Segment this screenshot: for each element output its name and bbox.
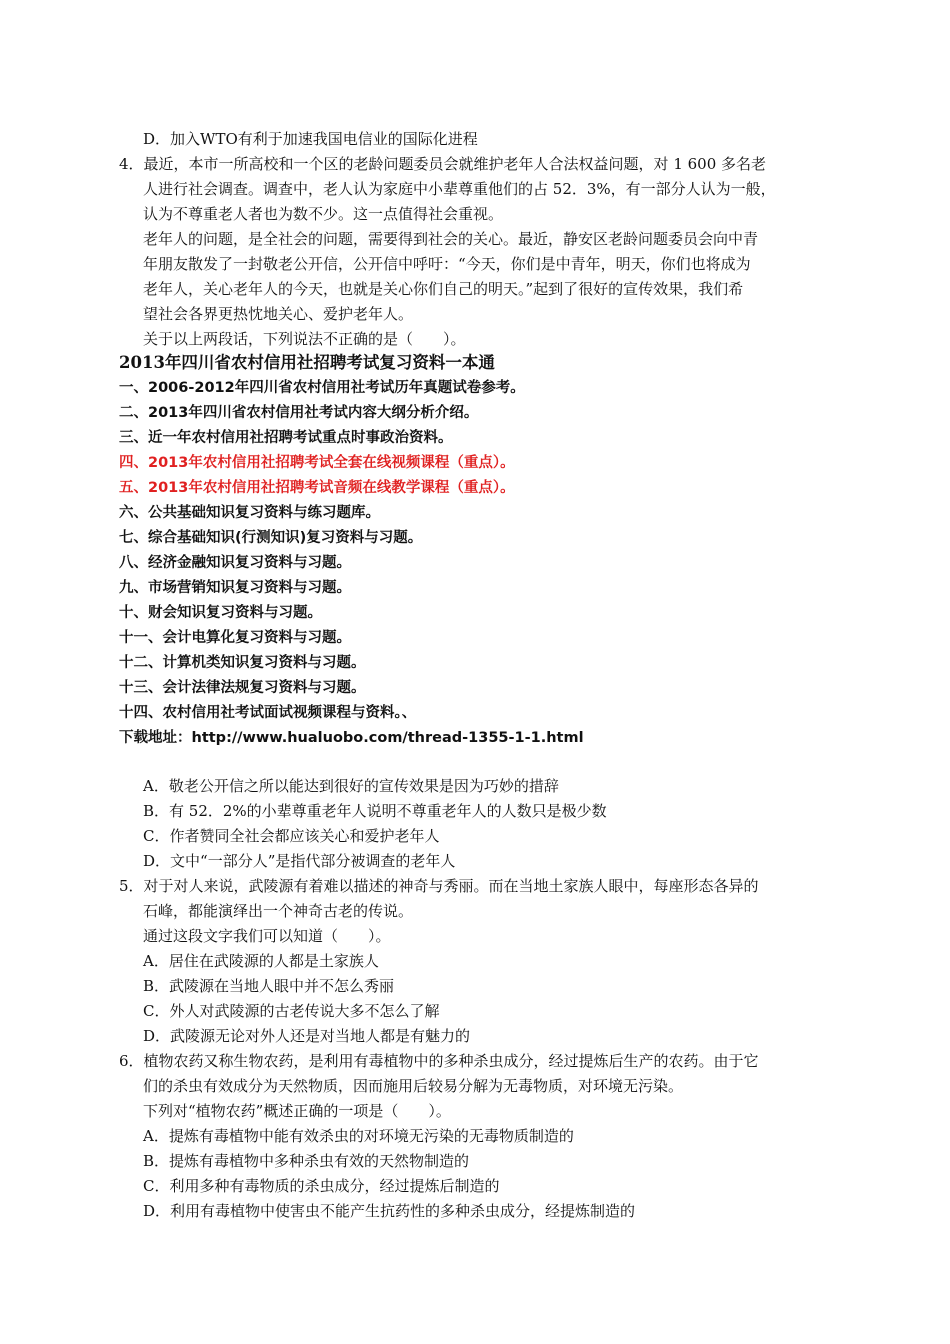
ad-list-item: 六、公共基础知识复习资料与练习题库。 (119, 505, 380, 521)
ad-list-item: 十四、农村信用社考试面试视频课程与资料。、 (119, 705, 417, 721)
q6-option-a: A．提炼有毒植物中能有效杀虫的对环境无污染的无毒物质制造的 (143, 1127, 574, 1145)
q5-option-d: D．武陵源无论对外人还是对当地人都是有魅力的 (143, 1027, 471, 1045)
q3-option-d: D．加入WTO有利于加速我国电信业的国际化进程 (143, 130, 478, 148)
ad-list-item-highlight: 四、2013年农村信用社招聘考试全套在线视频课程（重点）。 (119, 455, 515, 471)
ad-list-item: 十一、会计电算化复习资料与习题。 (119, 630, 351, 646)
download-link[interactable]: http://www.hualuobo.com/thread-1355-1-1.html (191, 730, 584, 746)
q6-text-line: 们的杀虫有效成分为天然物质，因而施用后较易分解为无毒物质，对环境无污染。 (143, 1077, 684, 1095)
download-row (119, 726, 584, 750)
ad-list-item: 三、近一年农村信用社招聘考试重点时事政治资料。 (119, 430, 453, 446)
q6-option-b: B．提炼有毒植物中多种杀虫有效的天然物制造的 (143, 1152, 470, 1170)
q6-text-line: 6．植物农药又称生物农药，是利用有毒植物中的多种杀虫成分，经过提炼后生产的农药。由于它 (119, 1052, 759, 1070)
q4-text-line: 人进行社会调查。调查中，老人认为家庭中小辈尊重他们的占 52．3%，有一部分人认为一般， (143, 180, 776, 198)
ad-list-item-highlight: 五、2013年农村信用社招聘考试音频在线教学课程（重点）。 (119, 480, 515, 496)
q4-option-d: D．文中“一部分人”是指代部分被调查的老年人 (143, 852, 456, 870)
q4-text-line: 4．最近，本市一所高校和一个区的老龄问题委员会就维护老年人合法权益问题，对 1 600 多名老 (119, 155, 767, 173)
ad-list-item: 七、综合基础知识(行测知识)复习资料与习题。 (119, 530, 423, 546)
q4-text-line: 望社会各界更热忱地关心、爱护老年人。 (143, 305, 414, 323)
q4-stem: 关于以上两段话，下列说法不正确的是（ ）。 (143, 330, 466, 348)
ad-title: 2013年四川省农村信用社招聘考试复习资料一本通 (119, 353, 495, 372)
q4-option-a: A．敬老公开信之所以能达到很好的宣传效果是因为巧妙的措辞 (143, 777, 559, 795)
q4-option-c: C．作者赞同全社会都应该关心和爱护老年人 (143, 827, 440, 845)
download-label: 下载地址： (119, 730, 192, 746)
q6-option-c: C．利用多种有毒物质的杀虫成分，经过提炼后制造的 (143, 1177, 500, 1195)
ad-list-item: 一、2006-2012年四川省农村信用社考试历年真题试卷参考。 (119, 380, 525, 396)
ad-list-item: 十、财会知识复习资料与习题。 (119, 605, 322, 621)
q4-text-line: 老年人，关心老年人的今天，也就是关心你们自己的明天。”起到了很好的宣传效果，我们希 (143, 280, 744, 298)
ad-list-item: 九、市场营销知识复习资料与习题。 (119, 580, 351, 596)
q5-option-b: B．武陵源在当地人眼中并不怎么秀丽 (143, 977, 395, 995)
q4-text-line: 年朋友散发了一封敬老公开信，公开信中呼吁：“今天，你们是中青年，明天，你们也将成为 (143, 255, 751, 273)
q5-stem: 通过这段文字我们可以知道（ ）。 (143, 927, 391, 945)
ad-list-item: 八、经济金融知识复习资料与习题。 (119, 555, 351, 571)
q4-text-line: 认为不尊重老人者也为数不少。这一点值得社会重视。 (143, 205, 504, 223)
q4-text-line: 老年人的问题，是全社会的问题，需要得到社会的关心。最近，静安区老龄问题委员会向中青 (143, 230, 759, 248)
ad-list-item: 二、2013年四川省农村信用社考试内容大纲分析介绍。 (119, 405, 479, 421)
q5-option-a: A．居住在武陵源的人都是土家族人 (143, 952, 379, 970)
ad-list-item: 十二、计算机类知识复习资料与习题。 (119, 655, 366, 671)
q5-text-line: 5．对于对人来说，武陵源有着难以描述的神奇与秀丽。而在当地土家族人眼中，每座形态各异的 (119, 877, 759, 895)
q6-stem: 下列对“植物农药”概述正确的一项是（ ）。 (143, 1102, 451, 1120)
ad-list-item: 十三、会计法律法规复习资料与习题。 (119, 680, 366, 696)
q5-text-line: 石峰，都能演绎出一个神奇古老的传说。 (143, 902, 414, 920)
q5-option-c: C．外人对武陵源的古老传说大多不怎么了解 (143, 1002, 440, 1020)
q4-option-b: B．有 52．2%的小辈尊重老年人说明不尊重老年人的人数只是极少数 (143, 802, 607, 820)
q6-option-d: D．利用有毒植物中使害虫不能产生抗药性的多种杀虫成分，经提炼制造的 (143, 1202, 636, 1220)
